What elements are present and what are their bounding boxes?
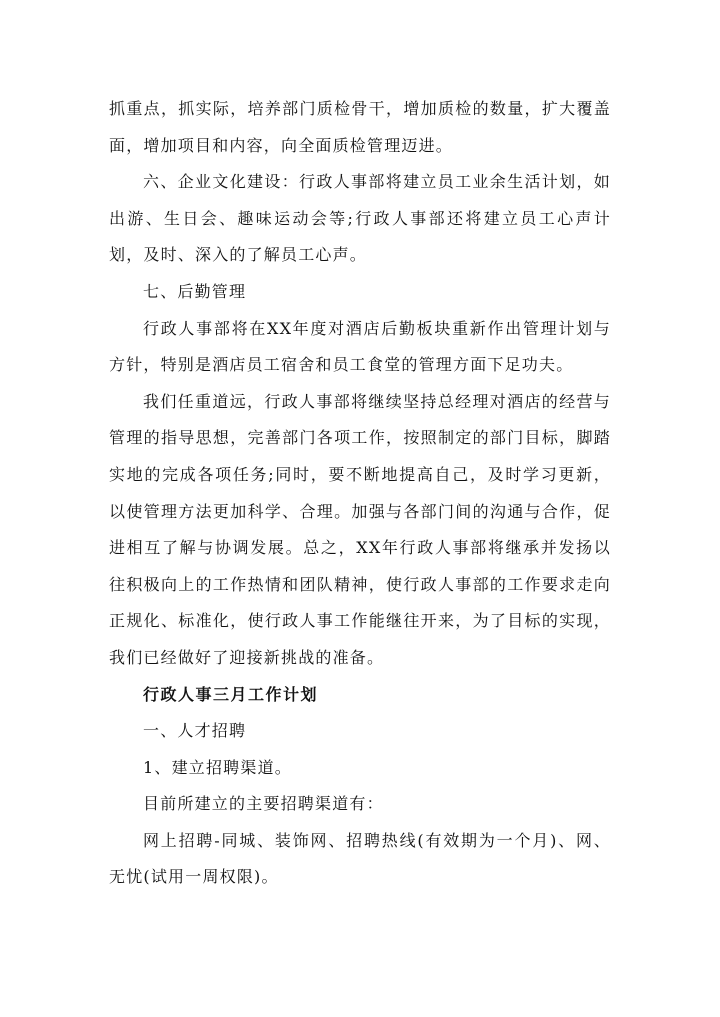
paragraph-quality-inspection: 抓重点，抓实际，培养部门质检骨干，增加质检的数量，扩大覆盖面，增加项目和内容，向全面质检管理迈进。 [109,99,611,155]
heading-talent-recruitment: 一、人才招聘 [143,721,247,741]
document-body [109,91,611,896]
heading-logistics-management: 七、后勤管理 [143,281,247,301]
paragraph-corporate-culture: 六、企业文化建设：行政人事部将建立员工业余生活计划，如出游、生日会、趣味运动会等;行政人事部还将建立员工心声计划，及时、深入的了解员工心声。 [109,172,611,265]
paragraph-channels-intro: 目前所建立的主要招聘渠道有： [143,794,384,814]
heading-recruitment-channels: 1、建立招聘渠道。 [143,757,292,777]
paragraph-summary: 我们任重道远，行政人事部将继续坚持总经理对酒店的经营与管理的指导思想，完善部门各项工作，按照制定的部门目标，脚踏实地的完成各项任务;同时，要不断地提高自己，及时学习更新，以使管理方法更加科学、合理。加强与各部门间的沟通与合作，促进相互了解与协调发展。总之，XX年行政人事部将继承并发扬以往积极向上的工作热情和团队精神，使行政人事部的工作要求走向正规化、标准化，使行政人事工作能继往开来，为了目标的实现，我们已经做好了迎接新挑战的准备。 [109,391,611,667]
paragraph-online-recruitment: 网上招聘-同城、装饰网、招聘热线(有效期为一个月)、网、无忧(试用一周权限)。 [109,830,611,887]
paragraph-logistics-plan: 行政人事部将在XX年度对酒店后勤板块重新作出管理计划与方针，特别是酒店员工宿舍和员工食堂的管理方面下足功夫。 [109,318,611,375]
section-title: 行政人事三月工作计划 [143,684,319,704]
